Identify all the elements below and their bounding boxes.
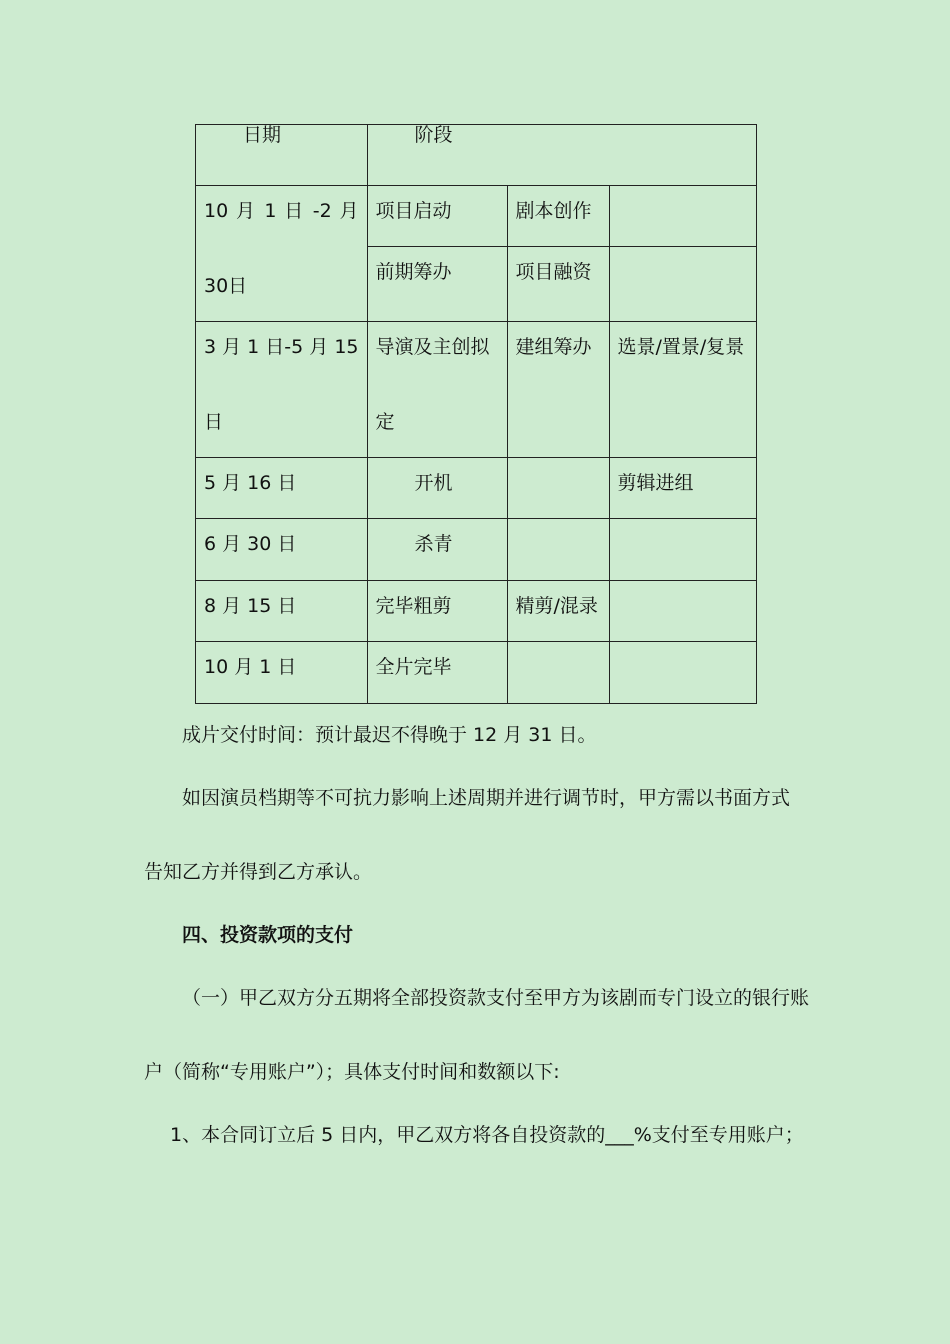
date-cell: 8 月 15 日: [196, 581, 368, 642]
stage-cell: 精剪/混录: [507, 581, 609, 642]
header-stage: 阶段: [367, 125, 756, 186]
stage-cell: [609, 247, 756, 322]
stage-cell: 杀青: [367, 519, 507, 581]
stage-cell: 剧本创作: [507, 186, 609, 247]
stage-cell: [507, 519, 609, 581]
stage-cell: 项目启动: [367, 186, 507, 247]
table-row: [196, 581, 757, 642]
table-row: [196, 458, 757, 519]
stage-cell: 导演及主创拟 定: [367, 322, 507, 458]
stage-cell: 全片完毕: [367, 642, 507, 704]
stage-cell: 开机: [367, 458, 507, 519]
table-row: [196, 186, 757, 247]
stage-cell: 前期筹办: [367, 247, 507, 322]
stage-cell: [507, 458, 609, 519]
date-cell: 10 月 1 日: [196, 642, 368, 704]
stage-cell: 完毕粗剪: [367, 581, 507, 642]
stage-cell: 建组筹办: [507, 322, 609, 458]
adjustment-text-line2: 告知乙方并得到乙方承认。: [144, 861, 373, 883]
stage-cell: [609, 581, 756, 642]
schedule-table: [195, 124, 757, 704]
stage-cell: [609, 186, 756, 247]
payment-clause-line1: （一）甲乙双方分五期将全部投资款支付至甲方为该剧而专门设立的银行账: [182, 987, 810, 1009]
delivery-time-text: 成片交付时间：预计最迟不得晚于 12 月 31 日。: [182, 724, 597, 746]
header-date: 日期: [196, 125, 368, 186]
table-header-row: [196, 125, 757, 186]
date-cell: 5 月 16 日: [196, 458, 368, 519]
date-cell: 10 月 1 日 -2 月 30日: [196, 186, 368, 322]
stage-cell: 选景/置景/复景: [609, 322, 756, 458]
stage-cell: [507, 642, 609, 704]
table-row: [196, 322, 757, 458]
adjustment-text-line1: 如因演员档期等不可抗力影响上述周期并进行调节时，甲方需以书面方式: [182, 787, 791, 809]
date-cell: 6 月 30 日: [196, 519, 368, 581]
table-row: [196, 519, 757, 581]
stage-cell: 项目融资: [507, 247, 609, 322]
section-heading-payment: 四、投资款项的支付: [182, 924, 354, 946]
stage-cell: 剪辑进组: [609, 458, 756, 519]
table-row: [196, 642, 757, 704]
date-cell: 3 月 1 日-5 月 15 日: [196, 322, 368, 458]
stage-cell: [609, 642, 756, 704]
payment-item-1: 1、本合同订立后 5 日内，甲乙双方将各自投资款的___%支付至专用账户；: [170, 1124, 804, 1146]
payment-clause-line2: 户（简称“专用账户”）；具体支付时间和数额以下:: [144, 1061, 560, 1083]
stage-cell: [609, 519, 756, 581]
